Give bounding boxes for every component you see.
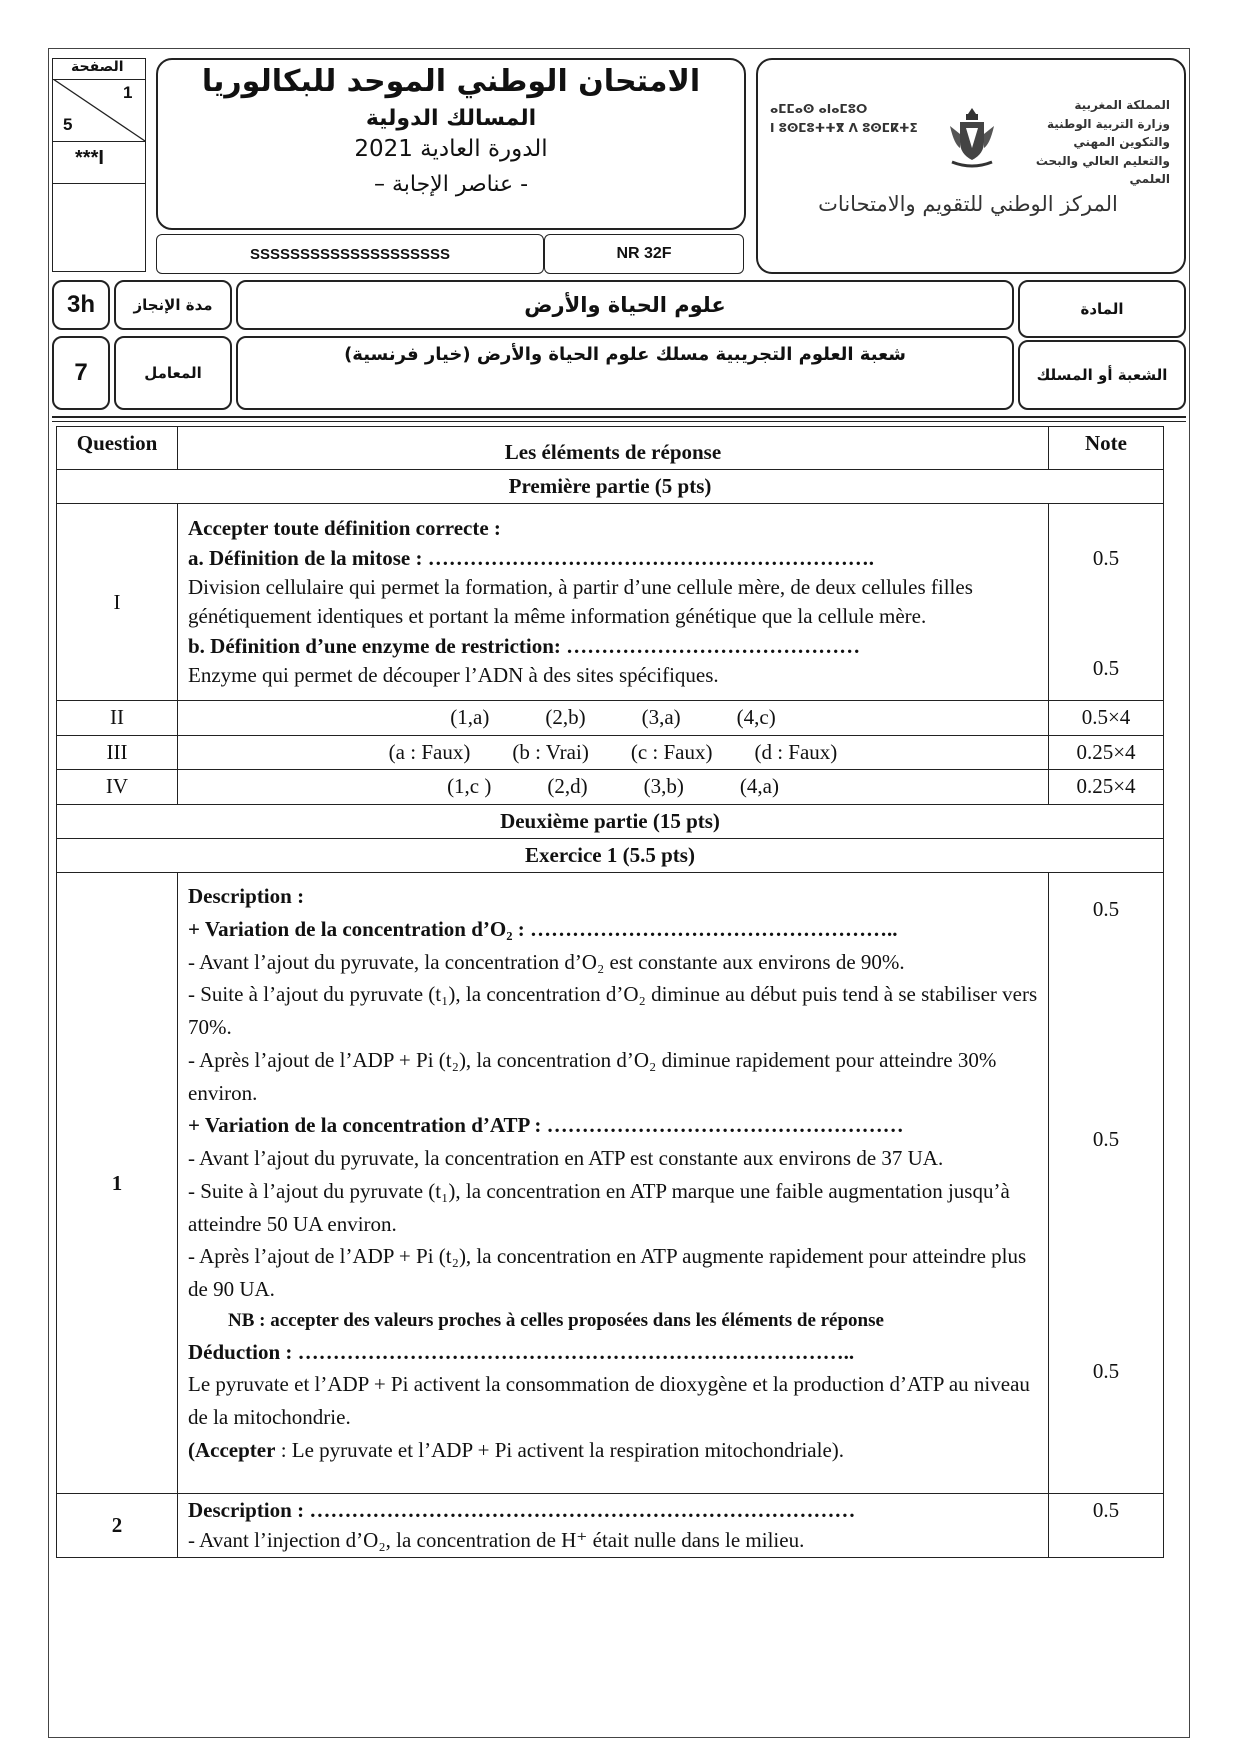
q1-answer xyxy=(178,504,1049,701)
q3-answer xyxy=(178,735,1049,769)
part2-row xyxy=(57,804,1164,838)
q3-answer-4: (d : Faux) xyxy=(754,739,838,764)
e2-id: 2 xyxy=(57,1494,178,1558)
coat-of-arms-icon xyxy=(946,104,998,168)
q3-answer-1: (a : Faux) xyxy=(388,739,471,764)
branch-label-box xyxy=(1018,340,1186,410)
exercise1-title: Exercice 1 (5.5 pts) xyxy=(57,838,1164,872)
code-left: SSSSSSSSSSSSSSSSSSSS xyxy=(249,245,451,263)
separator-line xyxy=(52,416,1186,418)
q4-answer-4: (4,a) xyxy=(739,774,779,799)
e1-accept xyxy=(188,1434,1038,1467)
exam-session: الدورة العادية 2021 xyxy=(354,136,548,162)
coef-label: المعامل xyxy=(144,364,202,382)
duration-value: 3h xyxy=(66,291,95,318)
table-row-q1 xyxy=(57,504,1164,701)
q3-note: 0.25×4 xyxy=(1049,735,1164,769)
table-row-q4 xyxy=(57,770,1164,804)
table-row-q3 xyxy=(57,735,1164,769)
code-box-right xyxy=(544,234,744,274)
page-label: الصفحة xyxy=(71,59,124,75)
page-counter-box xyxy=(52,58,146,272)
q4-id: IV xyxy=(57,770,178,804)
e1-id: 1 xyxy=(57,873,178,1494)
q1-id: I xyxy=(57,504,178,701)
col-note-header: Note xyxy=(1049,427,1164,470)
e1-atp-line2: - Suite à l’ajout du pyruvate (t₁), la concentration en ATP marque une faible augmentation jusqu’à atteindre 50 UA environ. xyxy=(188,1178,1010,1236)
e1-o2-line2: - Suite à l’ajout du pyruvate (t₁), la concentration d’O₂ diminue au début puis tend à se stabiliser vers 70%. xyxy=(188,982,1038,1040)
e1-note-deduction: 0.5 xyxy=(1092,1359,1120,1384)
q1-b-title: b. Définition d’une enzyme de restriction: …………………………………… xyxy=(188,633,861,658)
q2-id: II xyxy=(57,701,178,735)
e1-atp-title: + Variation de la concentration d’ATP : …………………………………………… xyxy=(188,1113,904,1138)
q2-note: 0.5×4 xyxy=(1049,701,1164,735)
q1-a-text: Division cellulaire qui permet la formation, à partir d’une cellule mère, de deux cellules filles génétiquement identiques et portant la même information génétique que la cellule mère. xyxy=(188,575,973,629)
q2-answer-2: (2,b) xyxy=(545,705,586,730)
page-current: 1 xyxy=(123,83,133,102)
q3-id: III xyxy=(57,735,178,769)
q2-answer xyxy=(178,701,1049,735)
e2-answer xyxy=(178,1494,1049,1558)
q1-note-a: 0.5 xyxy=(1092,546,1120,571)
q1-note-b: 0.5 xyxy=(1092,656,1120,681)
e1-notes xyxy=(1049,873,1164,1494)
q3-answer-2: (b : Vrai) xyxy=(512,739,589,764)
e2-description: Description : …………………………………………………………………… xyxy=(188,1498,856,1523)
table-row-q2 xyxy=(57,701,1164,735)
q1-intro: Accepter toute définition correcte : xyxy=(188,516,501,541)
e2-line1: - Avant l’injection d’O₂, la concentration de H⁺ était nulle dans le milieu. xyxy=(188,1527,805,1552)
e1-o2-title: + Variation de la concentration d’O₂ : …………………………………………….. xyxy=(188,916,898,941)
e1-accept-text: : Le pyruvate et l’ADP + Pi activent la respiration mitochondriale). xyxy=(275,1437,845,1462)
branch-label: الشعبة أو المسلك xyxy=(1036,366,1168,384)
subject-label-box xyxy=(1018,280,1186,338)
q2-answer-3: (3,a) xyxy=(641,705,681,730)
e1-answer xyxy=(178,873,1049,1494)
exam-title-box xyxy=(156,58,746,230)
e1-deduction-text: Le pyruvate et l’ADP + Pi activent la consommation de dioxygène et la production d’ATP au niveau de la mitochondrie. xyxy=(188,1372,1030,1430)
q4-answer-2: (2,d) xyxy=(547,774,588,799)
exercise1-row xyxy=(57,838,1164,872)
q4-note: 0.25×4 xyxy=(1049,770,1164,804)
coef-value-box xyxy=(52,336,110,410)
e1-deduction-title: Déduction : …………………………………………………………………….. xyxy=(188,1339,855,1364)
e1-note-atp: 0.5 xyxy=(1092,1127,1120,1152)
q2-answer-1: (1,a) xyxy=(450,705,490,730)
page-total: 5 xyxy=(63,115,73,134)
duration-label: مدة الإنجاز xyxy=(133,296,213,314)
part1-row xyxy=(57,470,1164,504)
exam-subtitle: - عناصر الإجابة – xyxy=(373,172,529,197)
code-box-left xyxy=(156,234,544,274)
e1-o2-line3: - Après l’ajout de l’ADP + Pi (t₂), la concentration d’O₂ diminue rapidement pour atteindre 30% environ. xyxy=(188,1047,997,1105)
ministry-box xyxy=(756,58,1186,274)
subject-value-box xyxy=(236,280,1014,330)
part1-title: Première partie (5 pts) xyxy=(57,470,1164,504)
subject-value: علوم الحياة والأرض xyxy=(524,293,726,317)
q2-answer-4: (4,c) xyxy=(736,705,776,730)
code-right: NR 32F xyxy=(616,245,672,262)
e1-accept-label: (Accepter xyxy=(188,1437,276,1462)
part2-title: Deuxième partie (15 pts) xyxy=(57,804,1164,838)
table-header-row xyxy=(57,427,1164,470)
coef-value: 7 xyxy=(74,359,88,386)
branch-value: شعبة العلوم التجريبية مسلك علوم الحياة والأرض (خيار فرنسية) xyxy=(344,344,906,365)
q4-answer-3: (3,b) xyxy=(643,774,684,799)
table-row-e2 xyxy=(57,1494,1164,1558)
exam-track: المسالك الدولية xyxy=(365,106,537,131)
table-row-e1 xyxy=(57,873,1164,1494)
subject-label: المادة xyxy=(1080,300,1124,318)
q1-a-title: a. Définition de la mitose : ………………………………………………………. xyxy=(188,545,874,570)
col-elements-header: Les éléments de réponse xyxy=(178,427,1049,470)
exam-title: الامتحان الوطني الموحد للبكالوريا xyxy=(201,64,701,99)
duration-label-box xyxy=(114,280,232,330)
e1-atp-line1: - Avant l’ajout du pyruvate, la concentration en ATP est constante aux environs de 37 UA. xyxy=(188,1146,944,1171)
coef-label-box xyxy=(114,336,232,410)
q1-b-text: Enzyme qui permet de découper l’ADN à des sites spécifiques. xyxy=(188,663,719,688)
e1-o2-line1: - Avant l’ajout du pyruvate, la concentration d’O₂ est constante aux environs de 90%. xyxy=(188,949,905,974)
e1-atp-line3: - Après l’ajout de l’ADP + Pi (t₂), la concentration en ATP augmente rapidement pour atteindre plus de 90 UA. xyxy=(188,1244,1027,1302)
answer-table xyxy=(56,426,1164,1558)
tifinagh-text: ⴰⵎⵎⴰⵙ ⴰⵏⴰⵎⵓⵔ ⵏ ⵓⵙⵎⵓⵜⵜⴳ ⴷ ⵓⵙⵎⴽⵜⵉ xyxy=(770,102,918,136)
q3-answer-3: (c : Faux) xyxy=(630,739,713,764)
e1-nb: NB : accepter des valeurs proches à celles proposées dans les éléments de réponse xyxy=(228,1309,884,1331)
q4-answer-1: (1,c ) xyxy=(447,774,492,799)
ministry-text: المملكة المغربية وزارة التربية الوطنية والتكوين المهني والتعليم العالي والبحث العلمي xyxy=(1035,98,1170,187)
duration-value-box xyxy=(52,280,110,330)
e1-note-o2: 0.5 xyxy=(1092,897,1120,922)
q4-answer xyxy=(178,770,1049,804)
e2-note: 0.5 xyxy=(1049,1494,1164,1558)
e1-description: Description : xyxy=(188,884,305,909)
center-name: المركز الوطني للتقويم والامتحانات xyxy=(818,192,1118,216)
col-question-header: Question xyxy=(57,427,178,470)
branch-value-box xyxy=(236,336,1014,410)
stars-mark: ***I xyxy=(75,147,104,169)
q1-notes xyxy=(1049,504,1164,701)
